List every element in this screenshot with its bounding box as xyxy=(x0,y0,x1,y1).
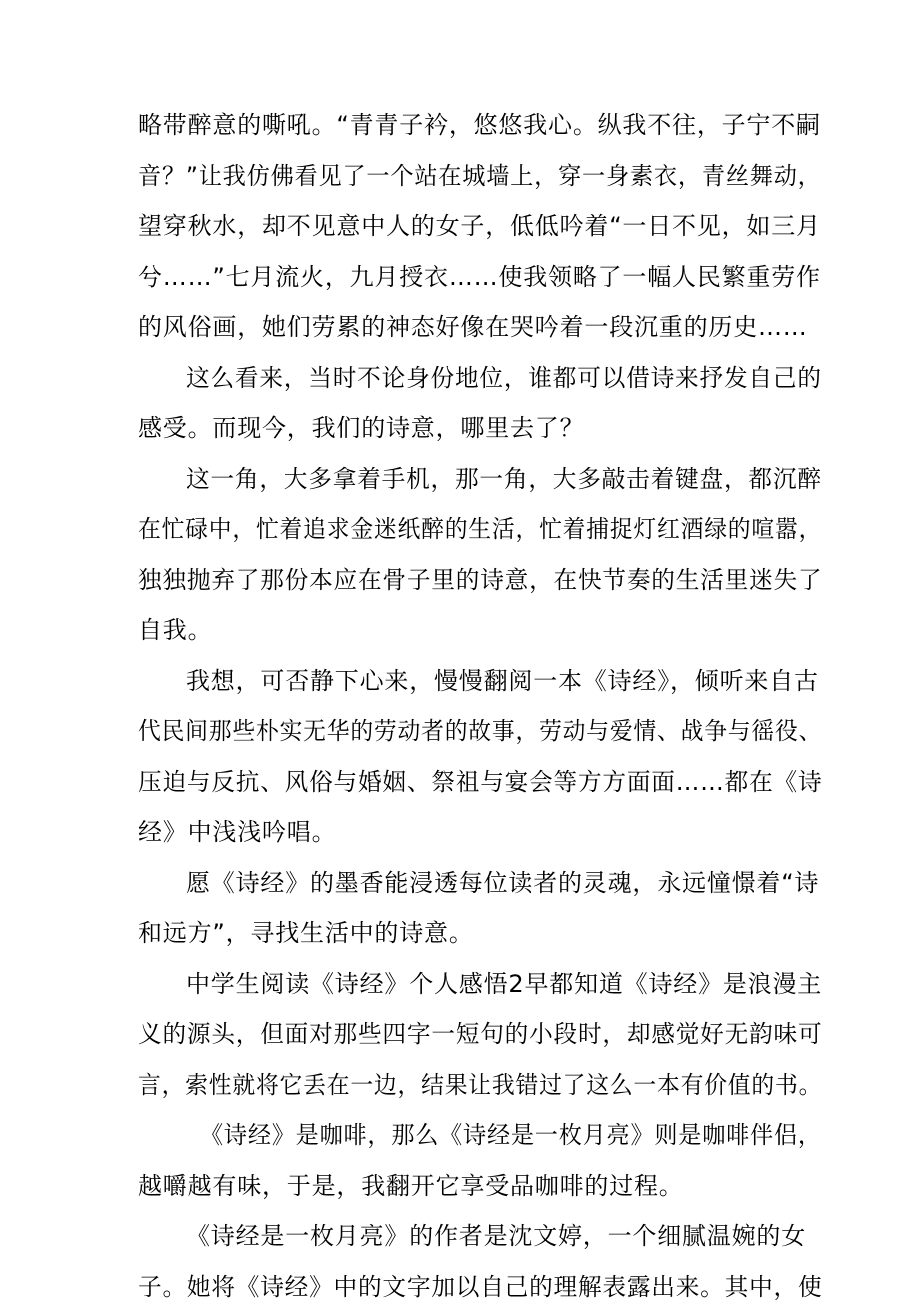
text-line: 感受。而现今，我们的诗意，哪里去了？ xyxy=(138,414,585,442)
paragraph-first-line: 这一角，大多拿着手机，那一角，大多敲击着键盘，都沉醉 xyxy=(186,465,822,493)
text-line: 的风俗画，她们劳累的神态好像在哭吟着一段沉重的历史…… xyxy=(138,313,808,341)
paragraph-first-line: 我想，可否静下心来，慢慢翻阅一本《诗经》，倾听来自古 xyxy=(186,667,819,695)
paragraph-first-line: 愿《诗经》的墨香能浸透每位读者的灵魂，永远憧憬着“诗 xyxy=(186,869,820,897)
text-line: 子。她将《诗经》中的文字加以自己的理解表露出来。其中，使 xyxy=(138,1273,823,1301)
text-line: 和远方”，寻找生活中的诗意。 xyxy=(138,919,474,947)
paragraph-first-line: 《诗经》是咖啡，那么《诗经是一枚月亮》则是咖啡伴侣， xyxy=(200,1121,822,1149)
paragraph-first-line: 这么看来，当时不论身份地位，谁都可以借诗来抒发自己的 xyxy=(186,364,822,392)
paragraph-first-line: 中学生阅读《诗经》个人感悟2早都知道《诗经》是浪漫主 xyxy=(186,970,823,998)
text-line: 压迫与反抗、风俗与婚姻、祭祖与宴会等方方面面……都在《诗 xyxy=(138,768,823,796)
text-line: 在忙碌中，忙着追求金迷纸醉的生活，忙着捕捉灯红酒绿的喧嚣， xyxy=(138,515,823,543)
text-line: 独独抛弃了那份本应在骨子里的诗意，在快节奏的生活里迷失了 xyxy=(138,566,823,594)
text-line: 经》中浅浅吟唱。 xyxy=(138,818,337,846)
text-line: 言，索性就将它丢在一边，结果让我错过了这么一本有价值的书。 xyxy=(138,1071,823,1099)
text-line: 义的源头，但面对那些四字一短句的小段时，却感觉好无韵味可 xyxy=(138,1020,823,1048)
text-line: 越嚼越有味，于是，我翻开它享受品咖啡的过程。 xyxy=(138,1172,684,1200)
text-line: 兮……”七月流火，九月授衣……使我领略了一幅人民繁重劳作 xyxy=(138,263,821,291)
text-line: 音？”让我仿佛看见了一个站在城墙上，穿一身素衣，青丝舞动， xyxy=(138,162,822,190)
text-line: 望穿秋水，却不见意中人的女子，低低吟着“一日不见，如三月 xyxy=(138,212,821,240)
text-line: 代民间那些朴实无华的劳动者的故事，劳动与爱情、战争与徭役、 xyxy=(138,717,823,745)
text-line: 自我。 xyxy=(138,616,213,644)
paragraph-first-line: 《诗经是一枚月亮》的作者是沈文婷，一个细腻温婉的女 xyxy=(186,1222,806,1250)
text-line: 略带醉意的嘶吼。“青青子衿，悠悠我心。纵我不往，子宁不嗣 xyxy=(138,111,821,139)
